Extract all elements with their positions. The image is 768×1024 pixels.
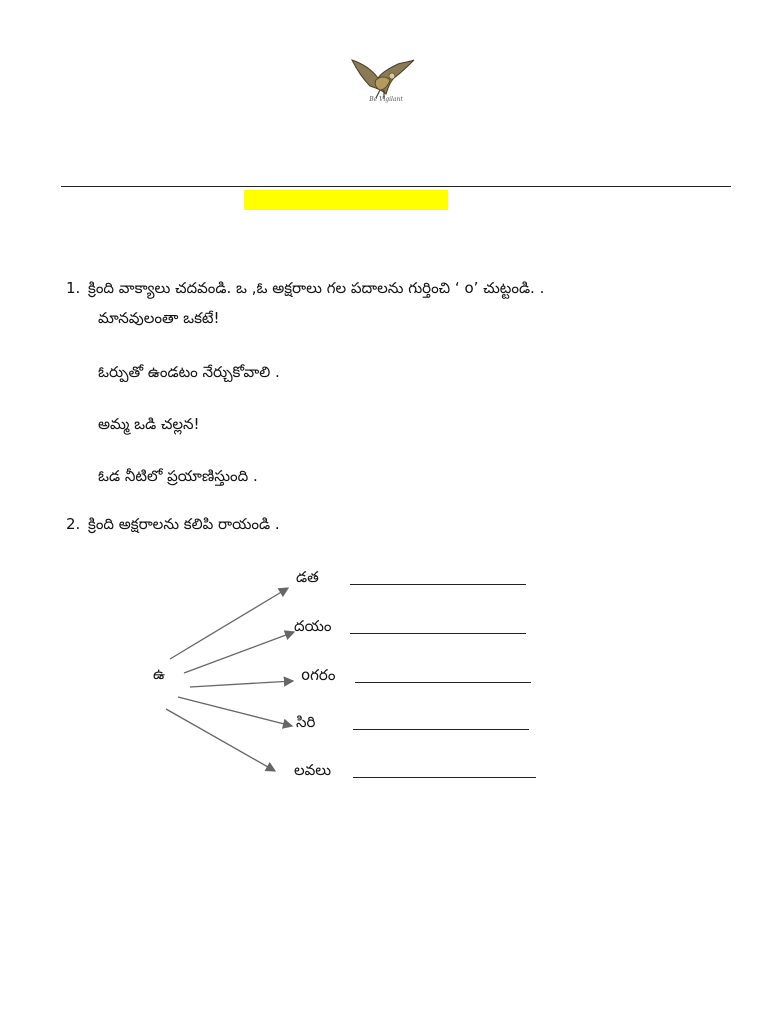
arrow-1 [170,588,288,659]
logo-caption: Be Vigilant [369,96,403,103]
q1-sentence-2: ఓర్పుతో ఉండటం నేర్చుకోవాలి . [98,363,280,381]
target-5: లవలు [294,761,332,779]
target-4: సిరి [296,713,316,731]
q1-sentence-1: మానవులంతా ఒకటే! [98,309,220,327]
answer-blank-2[interactable] [350,633,526,634]
answer-blank-4[interactable] [353,729,529,730]
arrow-3 [190,681,293,687]
arrow-5 [166,709,275,771]
q1-sentence-3: అమ్మ ఒడి చల్లన! [98,415,200,433]
question-1-instruction: క్రింది వాక్యాలు చదవండి. ఒ ,ఓ అక్షరాలు గల పదాలను గుర్తించి ‘ o’ చుట్టండి. . [88,279,545,297]
target-1: డత [296,568,319,586]
question-2-number: 2. [66,515,81,533]
arrow-2 [184,632,294,673]
answer-blank-3[interactable] [355,682,531,683]
q1-sentence-4: ఓడ నీటిలో ప్రయాణిస్తుంది . [98,467,258,485]
target-3: oగరం [301,666,336,684]
answer-blank-1[interactable] [350,584,526,585]
source-letter: ఉ [153,665,165,683]
target-2: దయం [294,617,332,635]
question-2-instruction: క్రింది అక్షరాలను కలిపి రాయండి . [88,515,280,533]
arrow-4 [178,697,292,726]
question-1-number: 1. [66,279,81,297]
answer-blank-5[interactable] [353,777,536,778]
